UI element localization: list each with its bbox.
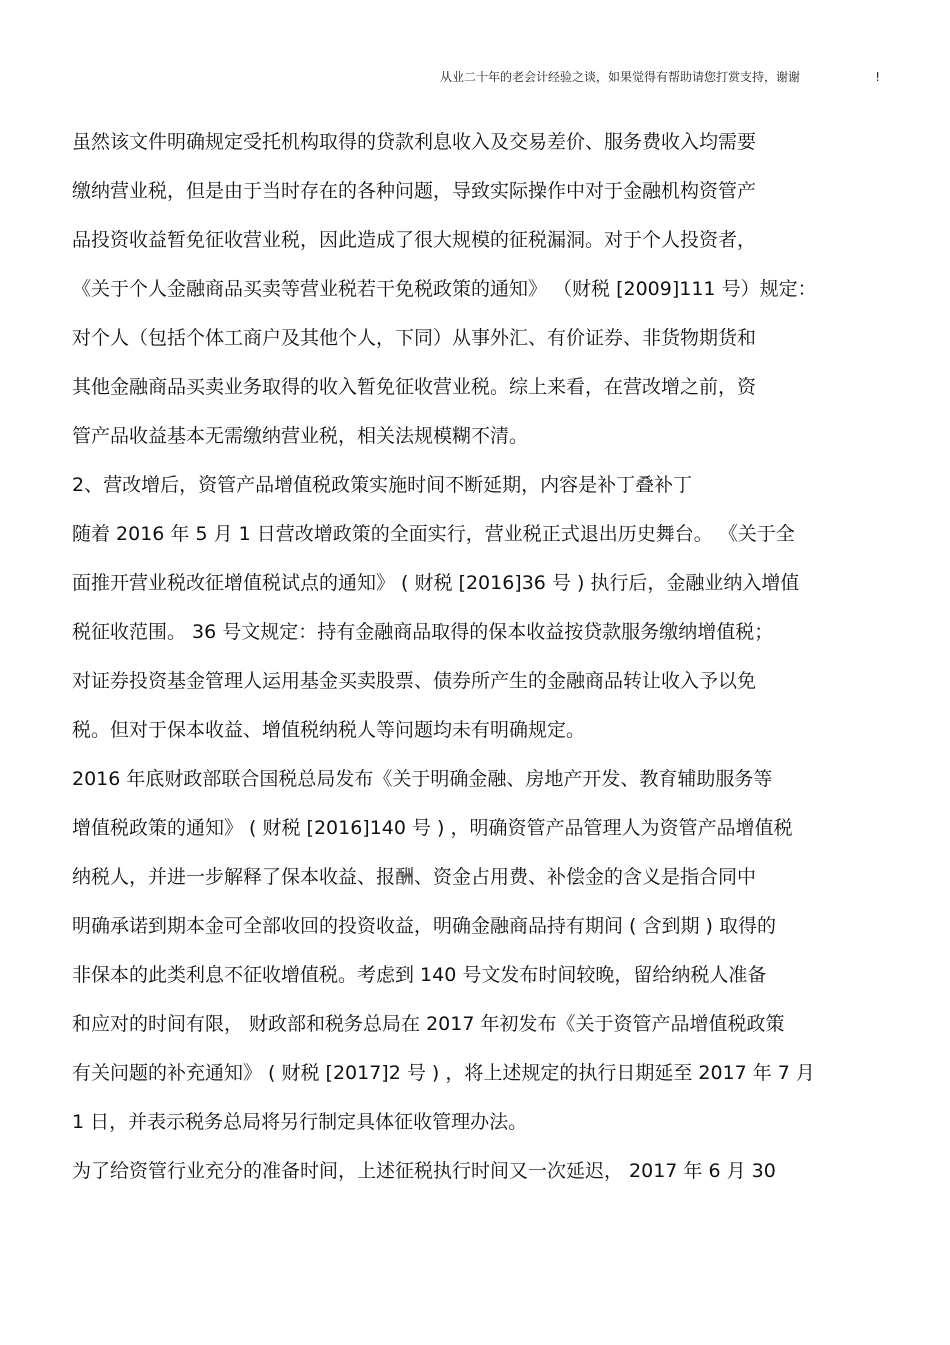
- text-line-1: 虽然该文件明确规定受托机构取得的贷款利息收入及交易差价、服务费收入均需要: [72, 131, 757, 153]
- text-line-14: 2016 年底财政部联合国税总局发布《关于明确金融、房地产开发、教育辅助服务等: [72, 768, 773, 790]
- text-line-2: 缴纳营业税，但是由于当时存在的各种问题，导致实际操作中对于金融机构资管产: [72, 180, 757, 202]
- header-note-mark: !: [875, 70, 880, 84]
- text-line-9: 随着 2016 年 5 月 1 日营改增政策的全面实行，营业税正式退出历史舞台。 《关于全: [72, 523, 795, 545]
- text-line-4: 《关于个人金融商品买卖等营业税若干免税政策的通知》 （财税 [2009]111 号）规定：: [72, 278, 817, 300]
- text-line-3: 品投资收益暂免征收营业税，因此造成了很大规模的征税漏洞。对于个人投资者，: [72, 229, 757, 251]
- text-line-16: 纳税人，并进一步解释了保本收益、报酬、资金占用费、补偿金的含义是指合同中: [72, 866, 757, 888]
- text-line-6: 其他金融商品买卖业务取得的收入暂免征收营业税。综上来看，在营改增之前，资: [72, 376, 757, 398]
- header-note-text: 从业二十年的老会计经验之谈，如果觉得有帮助请您打赏支持，谢谢: [440, 70, 801, 84]
- text-line-10: 面推开营业税改征增值税试点的通知》 ( 财税 [2016]36 号 ) 执行后，金融业纳入增值: [72, 572, 800, 594]
- text-line-7: 管产品收益基本无需缴纳营业税，相关法规模糊不清。: [72, 425, 529, 447]
- text-line-22: 为了给资管行业充分的准备时间，上述征税执行时间又一次延迟， 2017 年 6 月 30: [72, 1160, 776, 1182]
- body-text: [72, 124, 882, 1202]
- section-heading: 2、营改增后，资管产品增值税政策实施时间不断延期，内容是补丁叠补丁: [72, 474, 693, 496]
- text-line-11: 税征收范围。 36 号文规定：持有金融商品取得的保本收益按贷款服务缴纳增值税；: [72, 621, 774, 643]
- text-line-20: 有关问题的补充通知》 ( 财税 [2017]2 号 ) ，将上述规定的执行日期延至 2017 年 7 月: [72, 1062, 815, 1084]
- text-line-21: 1 日，并表示税务总局将另行制定具体征收管理办法。: [72, 1111, 528, 1133]
- header-note: [440, 68, 880, 86]
- text-line-18: 非保本的此类利息不征收增值税。考虑到 140 号文发布时间较晚，留给纳税人准备: [72, 964, 767, 986]
- text-line-13: 税。但对于保本收益、增值税纳税人等问题均未有明确规定。: [72, 719, 586, 741]
- text-line-12: 对证券投资基金管理人运用基金买卖股票、债券所产生的金融商品转让收入予以免: [72, 670, 757, 692]
- text-line-19: 和应对的时间有限， 财政部和税务总局在 2017 年初发布《关于资管产品增值税政策: [72, 1013, 785, 1035]
- text-line-17: 明确承诺到期本金可全部收回的投资收益，明确金融商品持有期间 ( 含到期 ) 取得的: [72, 915, 776, 937]
- text-line-5: 对个人（包括个体工商户及其他个人，下同）从事外汇、有价证券、非货物期货和: [72, 327, 757, 349]
- text-line-15: 增值税政策的通知》 ( 财税 [2016]140 号 ) ，明确资管产品管理人为资管产品增值税: [72, 817, 793, 839]
